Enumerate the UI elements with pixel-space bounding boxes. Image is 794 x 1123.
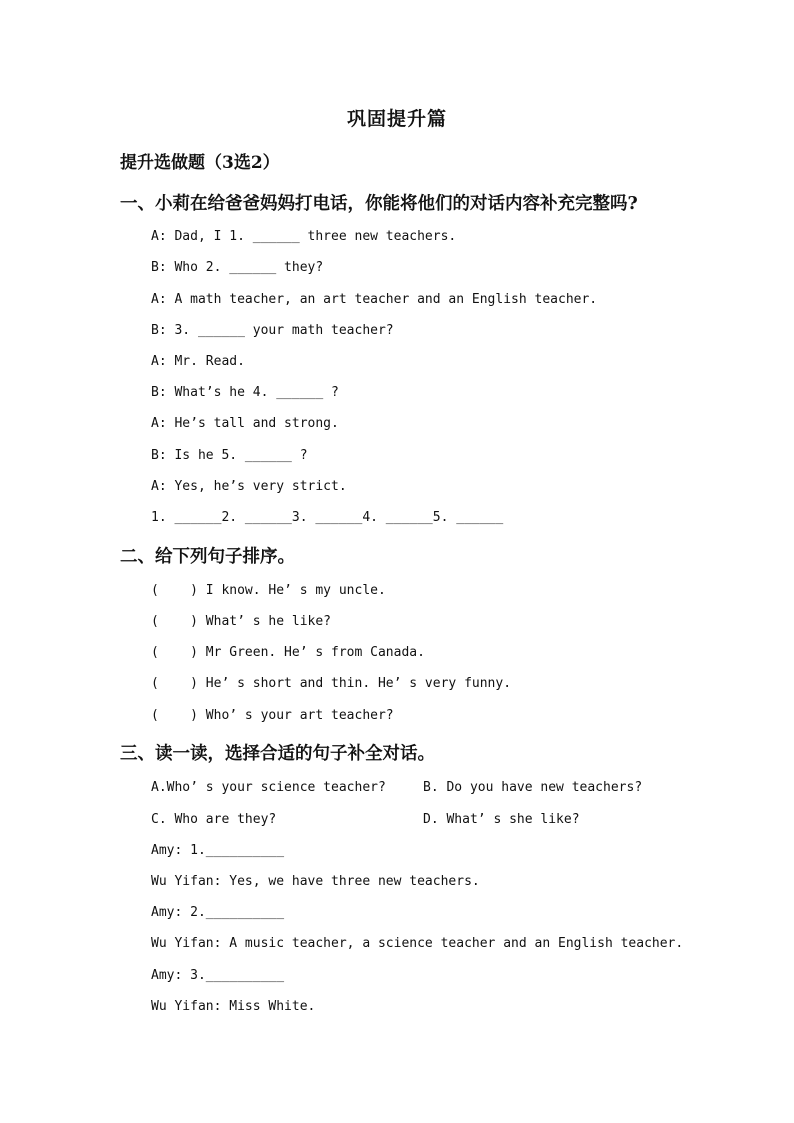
dialogue-line: A: He’s tall and strong.	[151, 416, 339, 431]
dialogue-line: A: A math teacher, an art teacher and an English teacher.	[151, 292, 598, 307]
option-c: C. Who are they?	[151, 812, 277, 827]
ordering-item: ( ) Who’ s your art teacher?	[151, 708, 394, 723]
answer-blanks-line: 1. ______2. ______3. ______4. ______5. ______	[151, 510, 504, 525]
section2-heading: 二、给下列句子排序。	[120, 547, 295, 567]
dialogue-line: A: Yes, he’s very strict.	[151, 479, 347, 494]
dialogue-line: Wu Yifan: Miss White.	[151, 999, 316, 1014]
dialogue-line: B: Who 2. ______ they?	[151, 260, 324, 275]
ordering-item: ( ) What’ s he like?	[151, 614, 332, 629]
page-title: 巩固提升篇	[346, 108, 447, 130]
dialogue-line: B: Is he 5. ______ ?	[151, 448, 308, 463]
section1-heading: 一、小莉在给爸爸妈妈打电话，你能将他们的对话内容补充完整吗?	[120, 194, 638, 214]
dialogue-line: Amy: 1.__________	[151, 843, 285, 858]
ordering-item: ( ) He’ s short and thin. He’ s very funny.	[151, 676, 512, 691]
option-a: A.Who’ s your science teacher?	[151, 780, 386, 795]
dialogue-line: A: Dad, I 1. ______ three new teachers.	[151, 229, 457, 244]
option-b: B. Do you have new teachers?	[423, 780, 643, 795]
dialogue-line: Amy: 2.__________	[151, 905, 285, 920]
subtitle: 提升选做题（3选2）	[120, 153, 280, 173]
option-d: D. What’ s she like?	[423, 812, 580, 827]
dialogue-line: Wu Yifan: A music teacher, a science teacher and an English teacher.	[151, 936, 684, 951]
dialogue-line: B: What’s he 4. ______ ?	[151, 385, 339, 400]
ordering-item: ( ) I know. He’ s my uncle.	[151, 583, 386, 598]
dialogue-line: Wu Yifan: Yes, we have three new teachers.	[151, 874, 480, 889]
ordering-item: ( ) Mr Green. He’ s from Canada.	[151, 645, 425, 660]
section3-heading: 三、读一读，选择合适的句子补全对话。	[120, 744, 435, 764]
dialogue-line: B: 3. ______ your math teacher?	[151, 323, 394, 338]
dialogue-line: Amy: 3.__________	[151, 968, 285, 983]
dialogue-line: A: Mr. Read.	[151, 354, 245, 369]
